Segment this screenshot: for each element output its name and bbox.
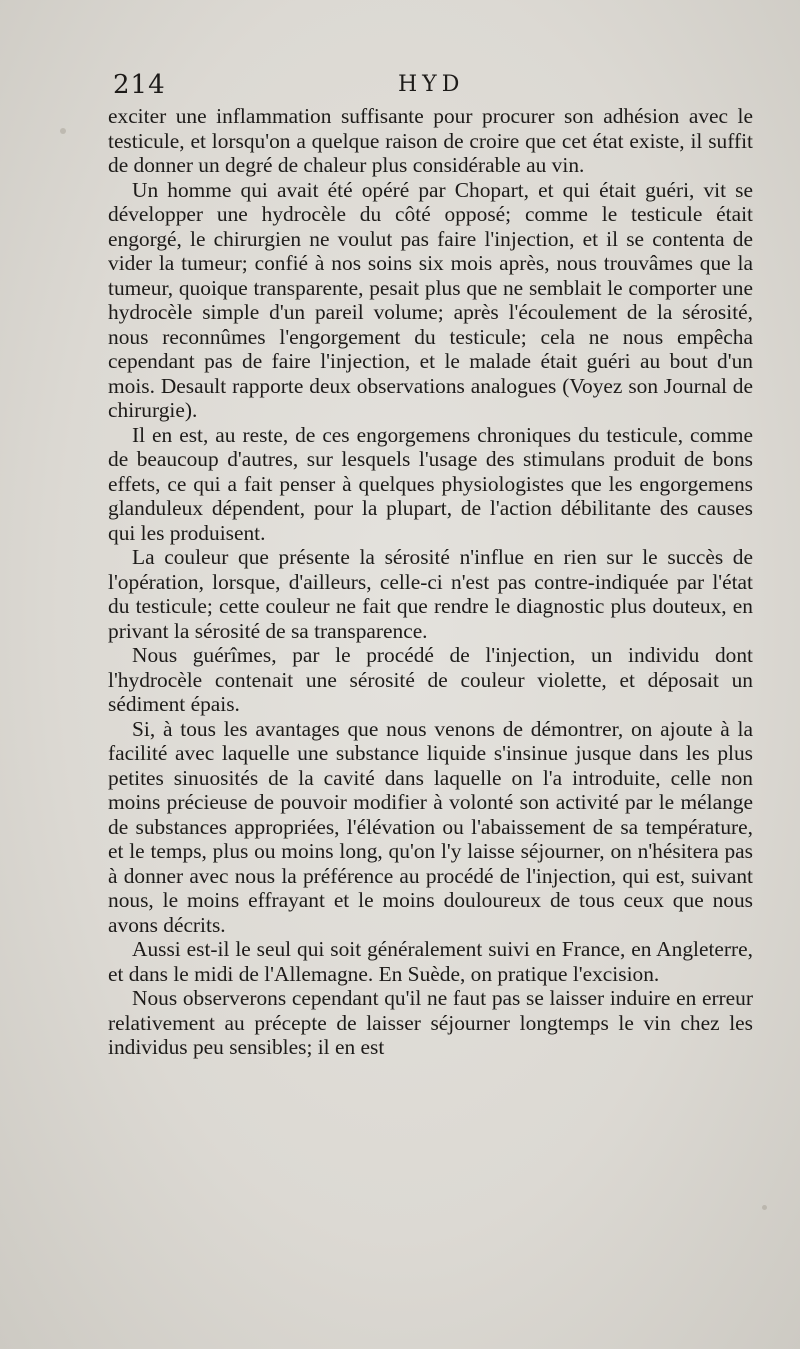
paragraph: Un homme qui avait été opéré par Chopart, et qui était guéri, vit se développer une hydrocèle du côté opposé; comme le testicule était engorgé, le chirurgien ne voulut pas faire l'injection, et il se contenta de vider la tumeur; confié à nos soins six mois après, nous trouvâmes que la tumeur, quoique transparente, pesait plus que ne semblait le comporter une hydrocèle simple d'un pareil volume; après l'écoulement de la sérosité, nous reconnûmes l'engorgement du testicule; cela ne nous empêcha cependant pas de faire l'injection, et le malade était guéri au bout d'un mois. Desault rapporte deux observations analogues (Voyez son Journal de chirurgie). xyxy=(108,177,753,422)
paper-spot xyxy=(60,128,66,134)
paragraph: Il en est, au reste, de ces engorgemens chroniques du testicule, comme de beaucoup d'autres, sur lesquels l'usage des stimulans produit de bons effets, ce qui a fait penser à quelques physiologistes que les engorgemens glanduleux dépendent, pour la plupart, de l'action débilitante des causes qui les produisent. xyxy=(108,422,753,545)
paragraph: La couleur que présente la sérosité n'influe en rien sur le succès de l'opération, lorsque, d'ailleurs, celle-ci n'est pas contre-indiquée par l'état du testicule; cette couleur ne fait que rendre le diagnostic plus douteux, en privant la sérosité de sa transparence. xyxy=(108,545,753,643)
paragraph: Nous guérîmes, par le procédé de l'injection, un individu dont l'hydrocèle contenait une sérosité de couleur violette, et déposait un sédiment épais. xyxy=(108,643,753,716)
paragraph: Aussi est-il le seul qui soit généralement suivi en France, en Angleterre, et dans le midi de l'Allemagne. En Suède, on pratique l'excision. xyxy=(108,937,753,986)
paper-spot xyxy=(762,1205,767,1210)
body-text xyxy=(108,104,753,1060)
paragraph: Si, à tous les avantages que nous venons de démontrer, on ajoute à la facilité avec laquelle une substance liquide s'insinue jusque dans les plus petites sinuosités de la cavité dans laquelle on l'a introduite, celle non moins précieuse de pouvoir modifier à volonté son activité par le mélange de substances appropriées, l'élévation ou l'abaissement de sa température, et le temps, plus ou moins long, qu'on l'y laisse séjourner, on n'hésitera pas à donner avec nous la préférence au procédé de l'injection, qui est, suivant nous, le moins effrayant et le moins douloureux de tous ceux que nous avons décrits. xyxy=(108,716,753,937)
running-head: HYD xyxy=(398,72,465,97)
paragraph: exciter une inflammation suffisante pour procurer son adhésion avec le testicule, et lorsqu'on a quelque raison de croire que cet état existe, il suffit de donner un degré de chaleur plus considérable au vin. xyxy=(108,104,753,177)
page-header xyxy=(113,70,753,102)
paragraph: Nous observerons cependant qu'il ne faut pas se laisser induire en erreur relativement au précepte de laisser séjourner longtemps le vin chez les individus peu sensibles; il en est xyxy=(108,986,753,1059)
page-number: 214 xyxy=(113,70,166,100)
